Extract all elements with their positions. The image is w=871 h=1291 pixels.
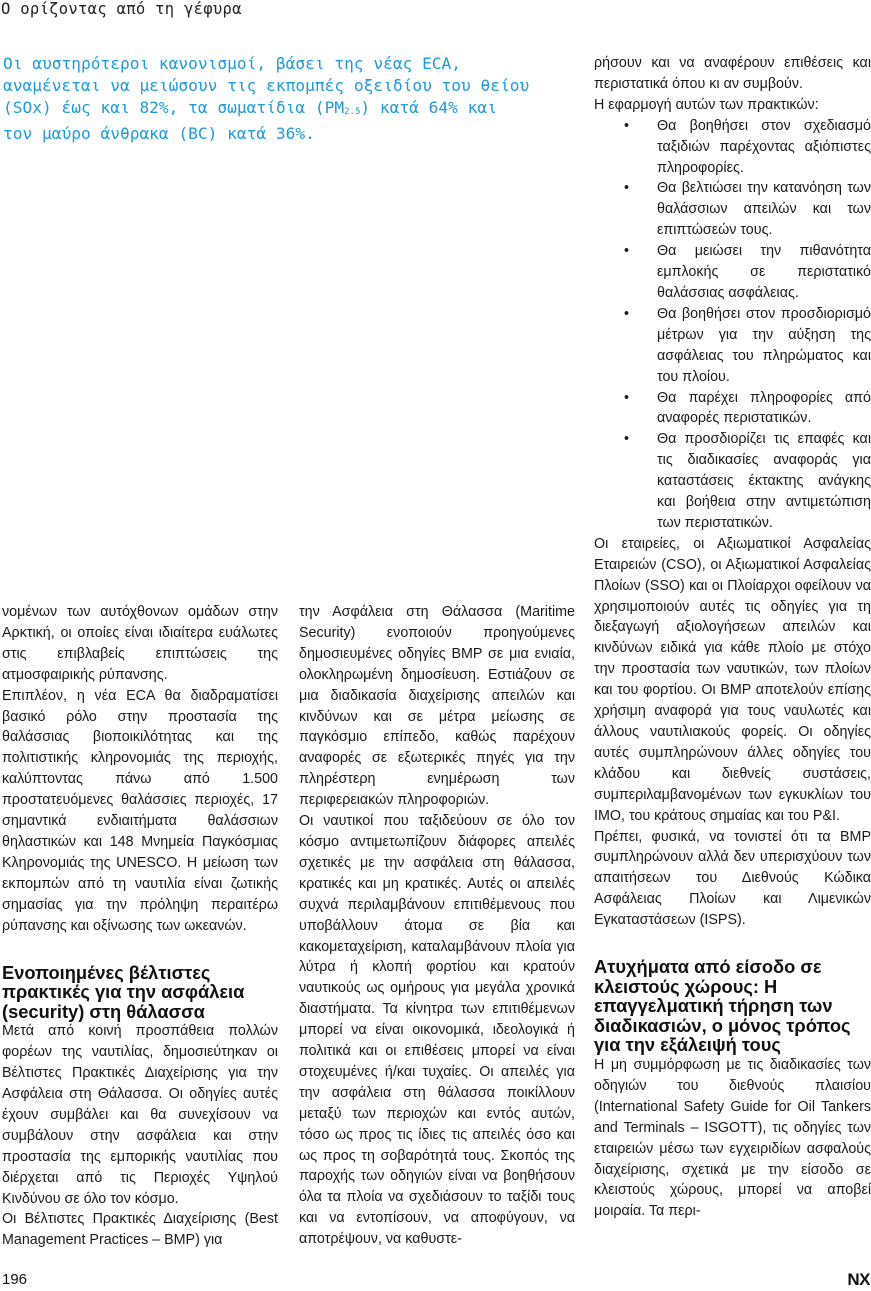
list-item: • Θα βοηθήσει στον προσδιορισμό μέτρων για την αύξηση της ασφάλειας του πληρώματος και του πλοίου. [657,304,871,388]
article-column-1 [2,602,278,1251]
paragraph: Η μη συμμόρφωση με τις διαδικασίες των οδηγιών του διεθνούς πλαισίου (International Safety Guide for Oil Tankers and Terminals – ISGOTT), τις οδηγίες των εταιρειών μέσω των εγχειριδίων ασφαλούς διαχείρισης, σχετικά με την είσοδο σε κλειστούς χώρους, μπορεί να αποβεί μοιραία. Τα περι- [594,1057,871,1220]
paragraph: Επιπλέον, η νέα ECA θα διαδραματίσει βασικό ρόλο στην προστασία της θαλάσσιας βιοποικιλότητας και της πολιτιστικής κληρονομιάς της περιοχής, καλύπτοντας πάνω από 1.500 προστατευόμενες θαλάσσιες περιοχές, 17 σημαντικά ενδιαιτήματα θαλάσσιων θηλαστικών και 148 Μνημεία Παγκόσμιας Κληρονομιάς της UNESCO. Η μείωση των εκπομπών από τη ναυτιλία είναι ζωτικής σημασίας για την πρόληψη περαιτέρω ρύπανσης και οξίνωσης των ωκεανών. [2,687,278,934]
paragraph: Μετά από κοινή προσπάθεια πολλών φορέων της ναυτιλίας, δημοσιεύτηκαν οι Βέλτιστες Πρακτικές Διαχείρισης για την Ασφάλεια στη Θάλασσα. Οι οδηγίες αυτές έχουν συμβάλει και θα συνεχίσουν να συμβάλουν στην ασφάλεια και στην προστασία της εμπορικής ναυτιλίας που διέρχεται από τις Περιοχές Υψηλού Κινδύνου σε όλο τον κόσμο. [2,1023,278,1207]
paragraph: ρήσουν και να αναφέρουν επιθέσεις και περιστατικά όπου κι αν συμβούν. [594,55,871,92]
pm-subscript: 2.5 [344,107,361,117]
list-item: • Θα παρέχει πληροφορίες από αναφορές περιστατικών. [657,388,871,430]
bullet-list [594,116,871,534]
list-item: • Θα προσδιορίζει τις επαφές και τις διαδικασίες αναφοράς για καταστάσεις έκτακτης ανάγκης και βοήθεια στην αντιμετώπιση των περιστατικών. [657,429,871,534]
article-column-2 [299,602,575,1250]
list-item: • Θα βοηθήσει στον σχεδιασμό ταξιδιών παρέχοντας αξιόπιστες πληροφορίες. [657,116,871,179]
magazine-logo: NX [847,1270,870,1289]
article-column-3 [594,53,871,1222]
paragraph: την Ασφάλεια στη Θάλασσα (Maritime Security) ενοποιούν προηγούμενες δημοσιευμένες οδηγίες BMP σε μια ενιαία, ολοκληρωμένη δημοσίευση. Εστιάζουν σε μια διαδικασία διαχείρισης απειλών και κινδύνων και σε μέτρα μείωσης σε παγκόσμιο επίπεδο, καθώς παρέχουν αναφορές σε εξωτερικές πηγές για την πληρέστερη ενημέρωση των περιφερειακών πληροφοριών. [299,604,575,809]
paragraph: νομένων των αυτόχθονων ομάδων στην Αρκτική, οι οποίες είναι ιδιαίτερα ευάλωτες στις επιβλαβείς επιπτώσεις της ατμοσφαιρικής ρύπανσης. [2,604,278,683]
pull-quote-line-3-tail: ) κατά 64% και [360,98,497,117]
pull-quote [3,53,563,145]
paragraph: Οι εταιρείες, οι Αξιωματικοί Ασφαλείας Εταιρειών (CSO), οι Αξιωματικοί Ασφαλείας Πλοίων (SSO) και οι Πλοίαρχοι οφείλουν να χρησιμοποιούν αυτές τις οδηγίες για τη διεξαγωγή αξιολογήσεων απειλών και κινδύνων ειδικά για κάθε πλοίο με στόχο την προστασία των ναυτικών, των πλοίων και του φορτίου. Οι BMP αποτελούν επίσης χρήσιμη αναφορά για τους ναυλωτές και άλλους ναυτιλιακούς φορείς. Οι οδηγίες αυτές συμπληρώνουν άλλες οδηγίες του κλάδου και διεθνείς συστάσεις, συμπεριλαμβανομένων των εγκυκλίων του IMO, του κράτους σημαίας και του P&I. [594,535,871,824]
paragraph: Η εφαρμογή αυτών των πρακτικών: [594,96,819,113]
paragraph: Οι Βέλτιστες Πρακτικές Διαχείρισης (Best Management Practices – BMP) για [2,1211,278,1249]
pull-quote-line-4: τον μαύρο άνθρακα (BC) κατά 36%. [3,124,315,143]
section-heading-enclosed-spaces: Ατυχήματα από είσοδο σε κλειστούς χώρους: Η επαγγελματική τήρηση των διαδικασιών, ο μόνος τρόπος για την εξάλειψή τους [594,956,851,1056]
pull-quote-line-3-head: (SOx) έως και 82%, τα σωματίδια (PM [3,98,345,117]
pull-quote-line-2: αναμένεται να μειώσουν τις εκπομπές οξειδίου του θείου [3,76,530,95]
list-item: • Θα μειώσει την πιθανότητα εμπλοκής σε περιστατικό θαλάσσιας ασφάλειας. [657,241,871,304]
pull-quote-line-1: Οι αυστηρότεροι κανονισμοί, βάσει της νέας ECA, [3,54,462,73]
list-item: • Θα βελτιώσει την κατανόηση των θαλάσσιων απειλών και των επιπτώσεών τους. [657,178,871,241]
page-number: 196 [2,1271,28,1288]
section-heading-security: Ενοποιημένες βέλτιστες πρακτικές για την ασφάλεια (security) στη θάλασσα [2,961,245,1022]
pull-quote-line-3 [3,97,563,123]
paragraph: Οι ναυτικοί που ταξιδεύουν σε όλο τον κόσμο αντιμετωπίζουν διάφορες απειλές σχετικές με την ασφάλεια στη θάλασσα, κρατικές και μη κρατικές. Αυτές οι απειλές συχνά περιλαμβάνουν επιτιθέμενους που υποβάλλουν άτομα σε βία και κακομεταχείριση, καταλαμβάνουν πλοία για λύτρα ή κλοπή φορτίου και κρατούν ναυτικούς ως ομήρους για μεγάλα χρονικά διαστήματα. Τα κίνητρα των επιτιθέμενων μπορεί να είναι οικονομικά, ιδεολογικά ή πολιτικά και οι επιθέσεις μπορεί να είναι στοχευμένες ή/και τυχαίες. Οι απειλές για την ασφάλεια στη θάλασσα ποικίλλουν μεταξύ των περιοχών και εντός αυτών, τόσο ως προς τις ίδιες τις απειλές όσο και ως προς τη σοβαρότητά τους. Σκοπός της παροχής των οδηγιών είναι να βοηθήσουν όλα τα πλοία να σχεδιάσουν το ταξίδι τους και να εντοπίσουν, να αποφύγουν, να αποτρέψουν, να καθυστε- [299,813,575,1248]
section-header: Ο ορίζοντας από τη γέφυρα [1,0,242,18]
paragraph: Πρέπει, φυσικά, να τονιστεί ότι τα BMP συμπληρώνουν αλλά δεν υπερισχύουν των απαιτήσεων του Διεθνούς Κώδικα Ασφάλειας Πλοίων και Λιμενικών Εγκαταστάσεων (ISPS). [594,828,871,929]
